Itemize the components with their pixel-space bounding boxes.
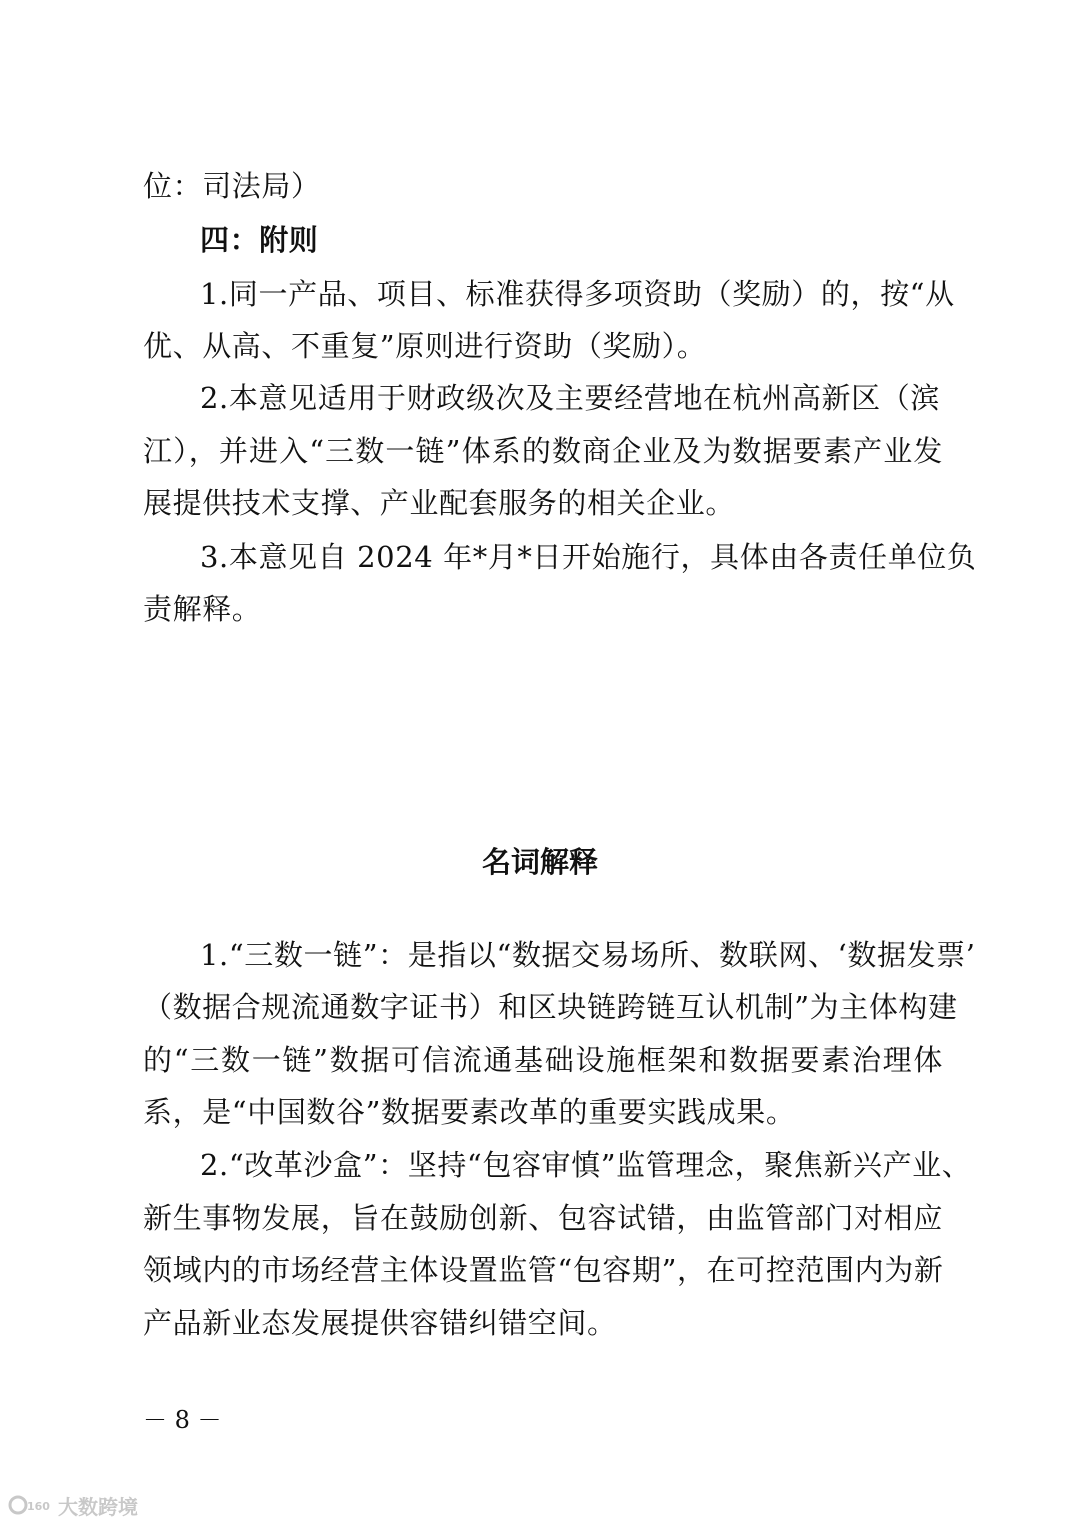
text-line: 3.本意见自 2024 年*月*日开始施行，具体由各责任单位负 — [200, 540, 977, 574]
glossary-line: 1.“三数一链”：是指以“数据交易场所、数联网、‘数据发票’ — [200, 938, 976, 972]
text-line: 展提供技术支撑、产业配套服务的相关企业。 — [143, 486, 736, 520]
text-line: 2.本意见适用于财政级次及主要经营地在杭州高新区（滨 — [200, 381, 940, 415]
text-line: 1.同一产品、项目、标准获得多项资助（奖励）的，按“从 — [200, 277, 955, 311]
watermark — [8, 1490, 138, 1520]
glossary-title: 名词解释 — [481, 845, 598, 879]
text-line: 责解释。 — [143, 592, 262, 626]
text-line: 优、从高、不重复”原则进行资助（奖励）。 — [143, 329, 707, 363]
text-line: 位：司法局） — [143, 169, 321, 203]
glossary-line: 新生事物发展，旨在鼓励创新、包容试错，由监管部门对相应 — [143, 1201, 943, 1235]
watermark-logo-text: 160 — [27, 1500, 50, 1513]
glossary-line: 2.“改革沙盒”：坚持“包容审慎”监管理念，聚焦新兴产业、 — [200, 1148, 972, 1182]
glossary-line: 的“三数一链”数据可信流通基础设施框架和数据要素治理体 — [143, 1043, 943, 1077]
page-number: － 8 － — [143, 1406, 222, 1434]
glossary-line: 产品新业态发展提供容错纠错空间。 — [143, 1306, 617, 1340]
glossary-line: （数据合规流通数字证书）和区块链跨链互认机制”为主体构建 — [143, 990, 958, 1024]
glossary-line: 系，是“中国数谷”数据要素改革的重要实践成果。 — [143, 1095, 796, 1129]
brand-logo-icon — [8, 1493, 52, 1517]
text-line: 江），并进入“三数一链”体系的数商企业及为数据要素产业发 — [143, 434, 943, 468]
glossary-line: 领域内的市场经营主体设置监管“包容期”，在可控范围内为新 — [143, 1253, 944, 1287]
watermark-text: 大数跨境 — [58, 1494, 138, 1519]
section-heading: 四：附则 — [200, 223, 319, 257]
